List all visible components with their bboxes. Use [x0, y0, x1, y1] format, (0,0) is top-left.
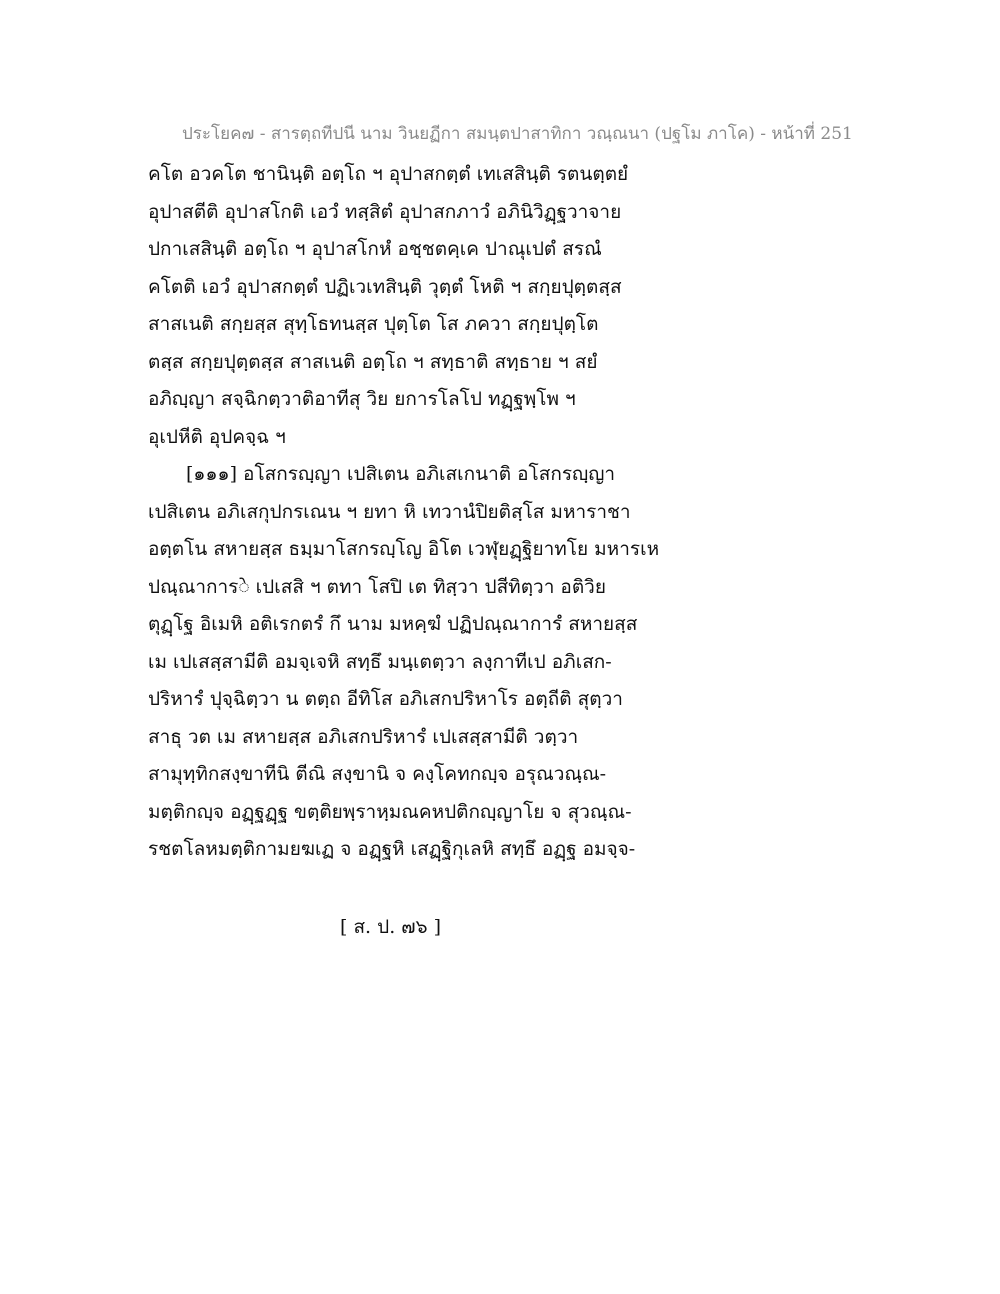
running-title: ประโยค๗ - สารตฺถทีปนี นาม วินยฏีกา สมนฺตปาสาทิกา วณฺณนา (ปฐโม ภาโค) - หน้าที่ 251 [182, 124, 853, 144]
paragraph-start-line: [๑๑๑] อโสกรญฺญา เปสิเตน อภิเสเกนาติ อโสกรญฺญา [186, 463, 616, 485]
page-reference: [ ส. ป. ๗๖ ] [340, 916, 442, 938]
text-line: ปริหารํ ปุจฺฉิตฺวา น ตตฺถ อีทิโส อภิเสกปริหาโร อตฺถีติ สุตฺวา [148, 688, 623, 710]
text-line: สาธุ วต เม สหายสฺส อภิเสกปริหารํ เปเสสฺสามีติ วตฺวา [148, 725, 579, 748]
text-line: อตฺตโน สหายสฺส ธมฺมาโสกรญฺโญ อิโต เวฬุยฏฺฐิยาทโย มหารเห [148, 538, 660, 560]
text-line: คโตติ เอวํ อุปาสกตฺตํ ปฏิเวเทสินฺติ วุตฺตํ โหติ ฯ สกฺยปุตฺตสฺส [148, 275, 622, 298]
text-line: ตุฏฺโฐ อิเมหิ อติเรกตรํ กึ นาม มหคฺฆํ ปฏิปณฺณาการํ สหายสฺส [148, 613, 638, 635]
text-line: ตสฺส สกฺยปุตฺตสฺส สาสเนติ อตฺโถ ฯ สทฺธาติ สทฺธาย ฯ สยํ [148, 350, 598, 373]
text-line: ปณฺณาการे เปเสสิ ฯ ตทา โสปิ เต ทิสฺวา ปสีทิตฺวา อติวิย [148, 575, 606, 598]
text-line: อุเปหีติ อุปคจฺฉ ฯ [148, 425, 286, 448]
text-line: มตฺติกญฺจ อฏฺฐฏฺฐ ขตฺติยพฺราหฺมณคหปติกญฺญาโย จ สุวณฺณ- [148, 800, 632, 823]
text-line: ปกาเสสินฺติ อตฺโถ ฯ อุปาสโกหํ อชฺชตคฺเค ปาณุเปตํ สรณํ [148, 238, 602, 260]
text-line: สาสเนติ สกฺยสฺส สุทฺโธทนสฺส ปุตฺโต โส ภควา สกฺยปุตฺโต [148, 313, 599, 335]
text-line: รชตโลหมตฺติกามยฆเฏ จ อฏฺฐหิ เสฏฺฐิกุเลหิ สทฺธึ อฏฺฐ อมจฺจ- [148, 838, 636, 860]
running-header [182, 122, 862, 146]
text-line: อภิญฺญา สจฺฉิกตฺวาติอาทีสุ วิย ยการโลโป ทฏฺฐพฺโพ ฯ [148, 388, 576, 410]
text-line: เปสิเตน อภิเสกุปกรเณน ฯ ยทา หิ เทวานํปิยติสฺโส มหาราชา [148, 500, 631, 523]
body-text [148, 156, 688, 869]
text-line: อุปาสตีติ อุปาสโกติ เอวํ ทสฺสิตํ อุปาสกภาวํ อภินิวิฏฺฐวาจาย [148, 200, 622, 223]
text-line: เม เปเสสฺสามีติ อมจฺเจหิ สทฺธึ มนฺเตตฺวา ลงฺกาทีเป อภิเสก- [148, 650, 612, 673]
text-line: คโต อวคโต ชานินฺติ อตฺโถ ฯ อุปาสกตฺตํ เทเสสินฺติ รตนตฺตยํ [148, 163, 629, 185]
text-line: สามุทฺทิกสงฺขาทีนิ ตีณิ สงฺขานิ จ คงฺโคทกญฺจ อรุณวณฺณ- [148, 763, 607, 785]
